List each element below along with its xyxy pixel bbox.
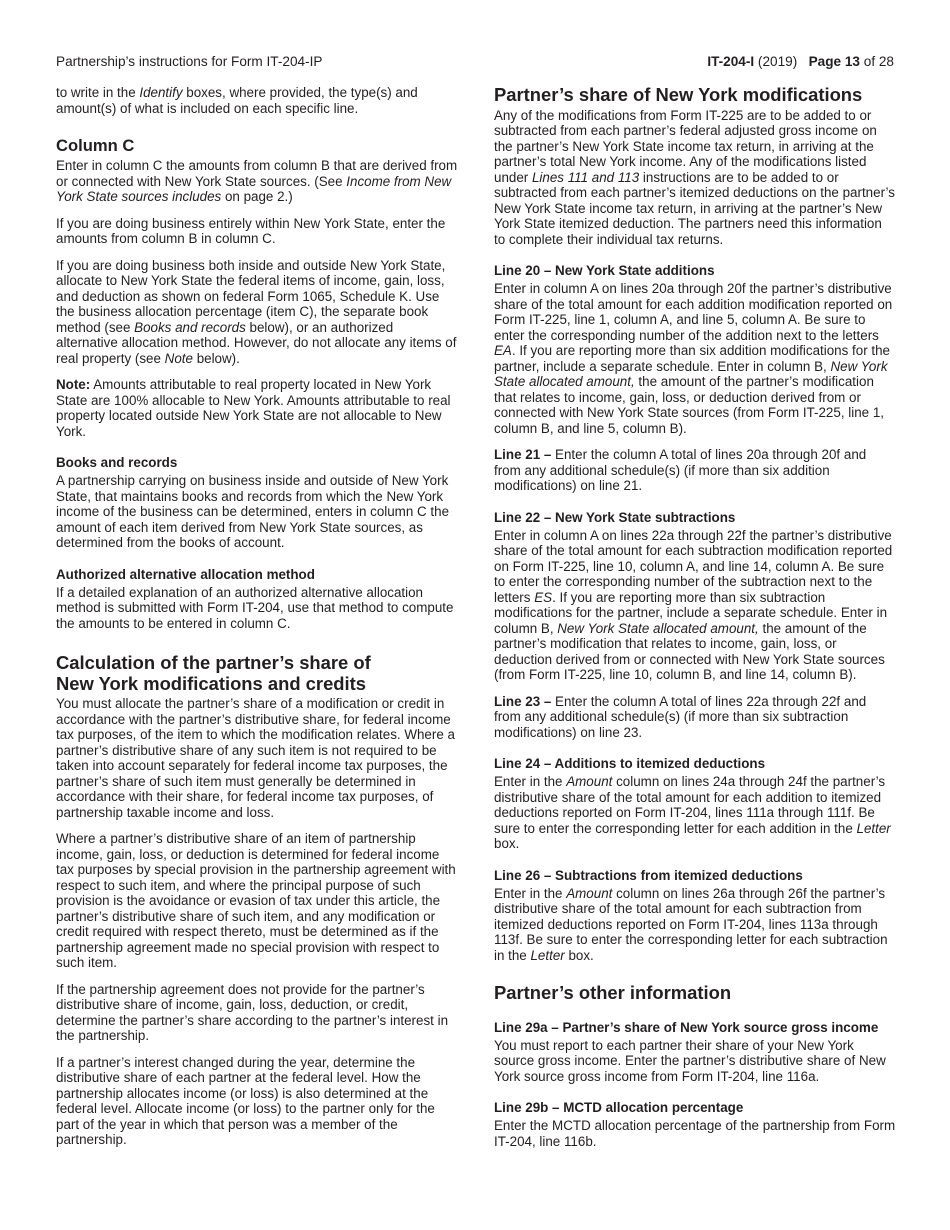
header-page-label: Page 13: [808, 54, 860, 69]
line-20-heading: Line 20 – New York State additions: [494, 263, 715, 278]
continued-paragraph: to write in the Identify boxes, where provided, the type(s) and amount(s) of what is included on each specific line.: [56, 85, 418, 116]
note-paragraph: Note: Amounts attributable to real property located in New York State are 100% allocable to New York. Amounts attributable to real property located outside New York State are not allocable to New York.: [56, 377, 451, 439]
right-column: [494, 85, 896, 1160]
calculation-paragraph-1: You must allocate the partner’s share of a modification or credit in accordance with the partner’s distributive share, for federal income tax purposes, of the item to which the modification relates. Where a partner’s distributive share of any such item is not required to be taken into account separately for federal income tax purposes, the partner’s share of such item must generally be determined in accordance with their share, for federal income tax purposes, of partnership taxable income and loss.: [56, 696, 455, 820]
line-29b-heading: Line 29b – MCTD allocation percentage: [494, 1100, 744, 1115]
authorized-method-heading: Authorized alternative allocation method: [56, 566, 315, 582]
calculation-heading: Calculation of the partner’s share of New York modifications and credits: [56, 652, 371, 694]
note-label: Note:: [56, 377, 91, 392]
partner-other-info-heading: Partner’s other information: [494, 982, 732, 1003]
calculation-paragraph-2: Where a partner’s distributive share of an item of partnership income, gain, loss, or deduction is determined for federal income tax purposes by special provision in the partnership agreement with respect to such item, and where the principal purpose of such provision is the avoidance or evasion of tax under this article, the partner’s distributive share of such item, and any modification or credit required with respect thereto, must be determined as if the partnership agreement made no special provision with respect to such item.: [56, 831, 456, 970]
line-24-paragraph: Enter in the Amount column on lines 24a through 24f the partner’s distributive share of the total amount for each addition to itemized deductions reported on Form IT-204, lines 111a through 111f. Be sure to enter the corresponding letter for each addition in the Letter box.: [494, 774, 891, 851]
column-c-paragraph-2: If you are doing business entirely within New York State, enter the amounts from column B in column C.: [56, 215, 446, 246]
books-records-paragraph: A partnership carrying on business inside and outside of New York State, that maintains books and records from which the New York income of the business can be determined, enters in column C the amount of each item derived from New York State sources, as determined from the books of account.: [56, 473, 450, 550]
line-23-label: Line 23 –: [494, 693, 552, 709]
header-form-number: IT-204-I: [707, 54, 755, 69]
line-21-paragraph: Line 21 – Enter the column A total of lines 20a through 20f and from any additional schedule(s) (if more than six addition modifications) on line 21.: [494, 447, 867, 493]
page-header: [56, 53, 894, 71]
column-c-paragraph-3: If you are doing business both inside and outside New York State, allocate to New York State the federal items of income, gain, loss, and deduction as shown on federal Form 1065, Schedule K. Use the business allocation percentage (item C), the separate book method (see Books and records below), or an authorized alternative allocation method. However, do not allocate any items of real property (see Note below).: [56, 257, 457, 366]
column-c-paragraph-1: Enter in column C the amounts from column B that are derived from or connected with New York State sources. (See Income from New York State sources includes on page 2.): [56, 158, 458, 204]
header-page-info: [707, 53, 894, 71]
header-page-number: 13: [844, 54, 860, 69]
line-22-paragraph: Enter in column A on lines 22a through 22f the partner’s distributive share of the total amount for each subtraction modification reported on Form IT-225, line 10, column A, and line 14, column A. Be sure to enter the corresponding number of the subtraction next to the letters ES. If you are reporting more than six subtraction modifications for the partner, include a separate schedule. Enter in column B, New York State allocated amount, the amount of the partner’s modification that relates to income, gain, loss, or deduction derived from or connected with New York State sources (from Form IT-225, line 10, column B, and line 14, column B).: [494, 527, 893, 682]
line-26-paragraph: Enter in the Amount column on lines 26a through 26f the partner’s distributive share of the total amount for each subtraction from itemized deductions reported on Form IT-204, lines 113a through 113f. Be sure to enter the corresponding letter for each subtraction in the Letter box.: [494, 885, 888, 963]
column-c-heading: Column C: [56, 136, 135, 155]
header-document-title: Partnership’s instructions for Form IT-204-IP: [56, 54, 323, 69]
line-20-paragraph: Enter in column A on lines 20a through 20f the partner’s distributive share of the total amount for each addition modification reported on Form IT-225, line 1, column A, and line 5, column A. Be sure to enter the corresponding number of the addition next to the letters EA. If you are reporting more than six addition modifications for the partner, include a separate schedule. Enter in column B, New York State allocated amount, the amount of the partner’s modification that relates to income, gain, loss, or deduction derived from or connected with New York State sources (from Form IT-225, line 1, column B, and line 5, column B).: [494, 281, 893, 436]
partner-share-modifications-heading: Partner’s share of New York modifications: [494, 84, 863, 105]
line-21-label: Line 21 –: [494, 447, 552, 462]
line-29a-heading: Line 29a – Partner’s share of New York source gross income: [494, 1019, 879, 1035]
left-column: [56, 85, 458, 1159]
header-page-total: of 28: [859, 54, 894, 69]
line-29b-paragraph: Enter the MCTD allocation percentage of the partnership from Form IT-204, line 116b.: [494, 1118, 896, 1149]
line-24-heading: Line 24 – Additions to itemized deductions: [494, 756, 766, 771]
line-29a-paragraph: You must report to each partner their share of your New York source gross income. Enter the partner’s distributive share of New York source gross income from Form IT-204, line 116a.: [494, 1037, 886, 1084]
calculation-paragraph-3: If the partnership agreement does not provide for the partner’s distributive share of income, gain, loss, deduction, or credit, determine the partner’s share according to the partner’s interest in the partnership.: [56, 981, 449, 1043]
line-22-heading: Line 22 – New York State subtractions: [494, 509, 736, 525]
authorized-method-paragraph: If a detailed explanation of an authorized alternative allocation method is submitted with Form IT-204, use that method to compute the amounts to be entered in column C.: [56, 584, 454, 631]
partner-share-modifications-paragraph: Any of the modifications from Form IT-225 are to be added to or subtracted from each partner’s federal adjusted gross income on the partner’s New York State income tax return, in arriving at the partner’s total New York income. Any of the modifications listed under Lines 111 and 113 instructions are to be added to or subtracted from each partner’s itemized deductions on the partner’s New York State income tax return, in arriving at the partner’s New York State itemized deduction. The partners need this information to complete their individual tax returns.: [494, 107, 895, 247]
calculation-paragraph-4: If a partner’s interest changed during the year, determine the distributive share of each partner at the federal level. How the partnership allocates income (or loss) is also determined at the federal level. Allocate income (or loss) to the partner only for the part of the year in which that person was a member of the partnership.: [56, 1054, 435, 1147]
line-26-heading: Line 26 – Subtractions from itemized deductions: [494, 867, 803, 883]
header-year: (2019): [754, 54, 798, 69]
books-records-heading: Books and records: [56, 455, 178, 470]
line-23-paragraph: Line 23 – Enter the column A total of lines 22a through 22f and from any additional schedule(s) (if more than six subtraction modifications) on line 23.: [494, 693, 867, 740]
